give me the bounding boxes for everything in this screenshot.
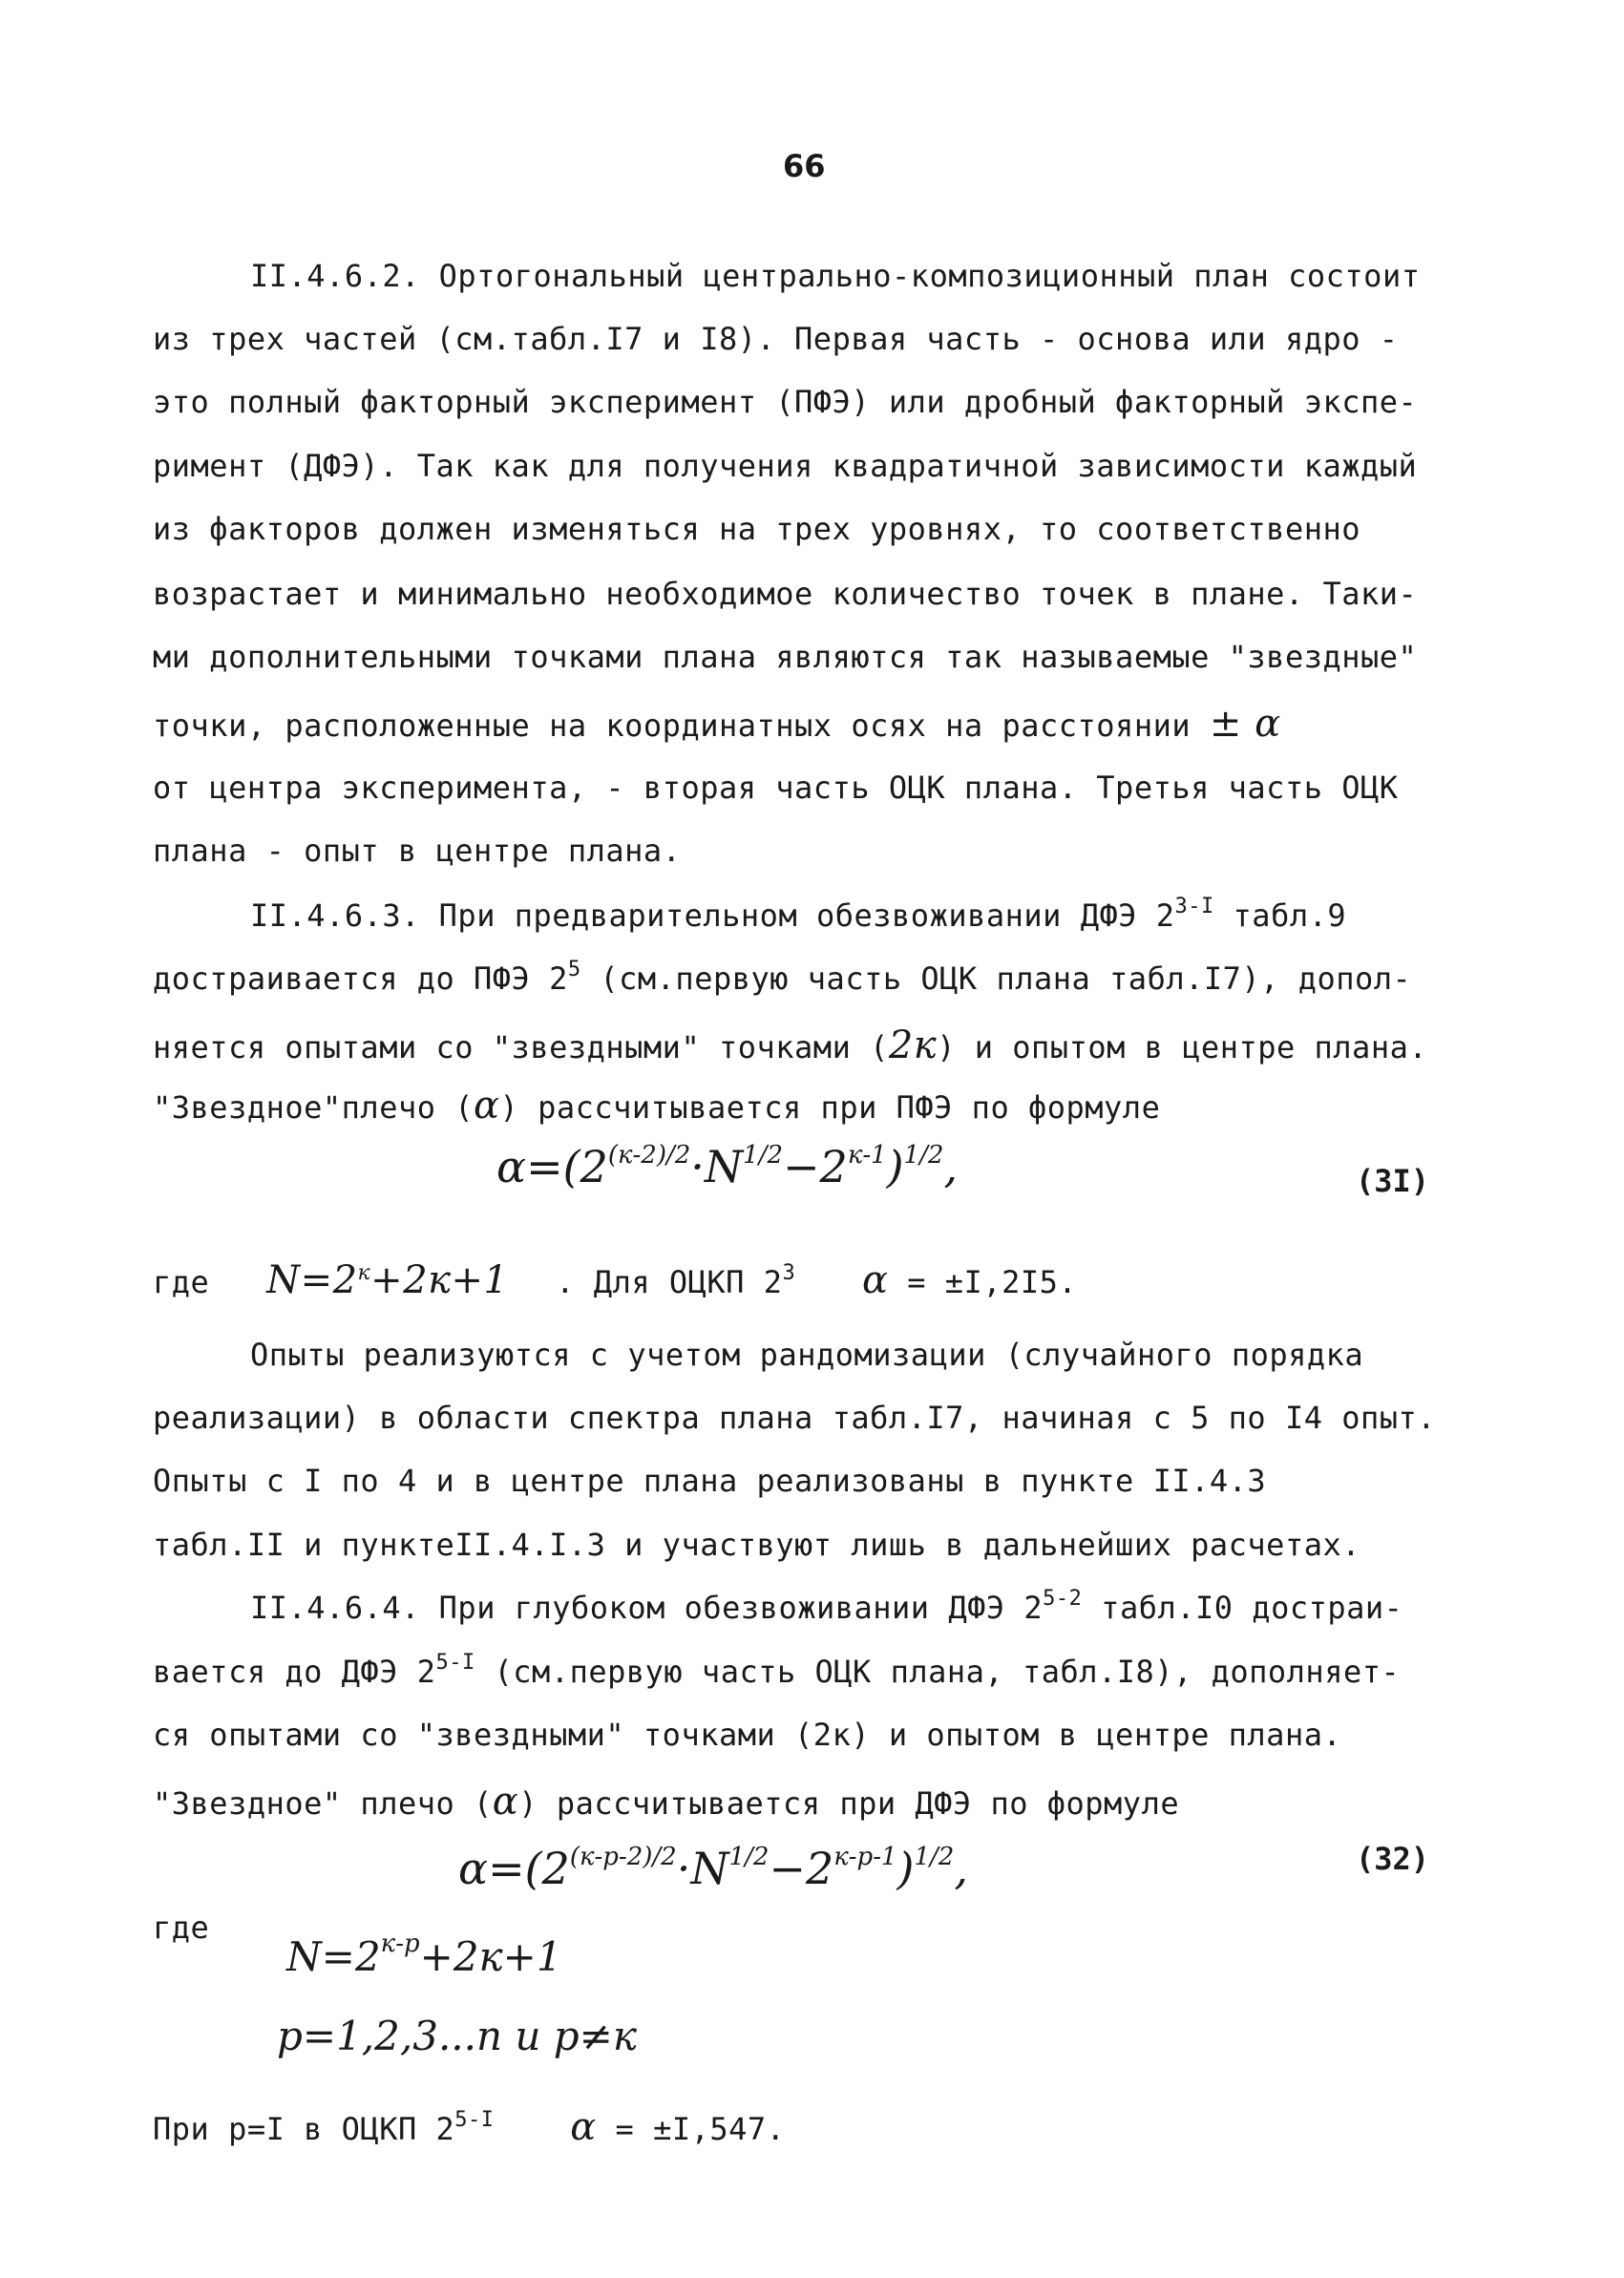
p4-line-2-tail: (см.первую часть ОЦК плана, табл.I8), дополняет-: [475, 1654, 1401, 1690]
occp-text: . Для ОЦКП 2: [556, 1264, 783, 1300]
p1-line-2: из трех частей (см.табл.I7 и I8). Первая часть - основа или ядро -: [153, 321, 1399, 357]
eq31-part-e: ,: [943, 1141, 959, 1192]
eq32-part-c: −2: [769, 1843, 834, 1894]
p2-line-3-text: няется опытами со "звездными" точками (: [153, 1029, 889, 1065]
eq32-sup-1: (к-р-2)/2: [569, 1843, 677, 1871]
p2-line-1-tail: табл.9: [1213, 897, 1347, 934]
eq31-part-a: α=(2: [496, 1141, 608, 1192]
p4-line-2: [153, 1651, 1401, 1690]
where-label: где: [153, 1264, 210, 1300]
eq31-part-b: ·N: [690, 1141, 744, 1192]
p3-line-2: реализации) в области спектра плана табл.I7, начиная с 5 по I4 опыт.: [153, 1400, 1437, 1436]
p4-line-1-sup: 5-2: [1043, 1587, 1083, 1611]
p2-line-2-sup: 5: [567, 958, 581, 981]
p4-line-2-sup: 5-I: [435, 1651, 475, 1675]
n-formula-2: [286, 1930, 562, 1980]
eq32-sup-4: 1/2: [914, 1843, 955, 1871]
eq32-sup-2: 1/2: [728, 1843, 770, 1871]
eq31-sup-3: к-1: [847, 1141, 887, 1170]
alpha-value: = ±I,547.: [615, 2111, 786, 2147]
equation-32-number: (32): [1356, 1841, 1430, 1877]
p2-line-2-text: достраивается до ПФЭ 2: [153, 960, 568, 997]
p2-line-4-tail: ) рассчитывается при ПФЭ по формуле: [499, 1089, 1161, 1126]
p2-line-4-text: "Звездное"плечо (: [153, 1089, 475, 1126]
p1-line-10: плана - опыт в центре плана.: [153, 833, 682, 869]
p2-line-2-tail: (см.первую часть ОЦК плана табл.I7), допол-: [580, 960, 1412, 997]
p2-line-1: [250, 897, 1346, 934]
p4-line-4-tail: ) рассчитывается при ДФЭ по формуле: [518, 1785, 1180, 1822]
eq32-part-a: α=(2: [458, 1843, 570, 1894]
p1-line-4: римент (ДФЭ). Так как для получения квадратичной зависимости каждый: [153, 448, 1418, 484]
eq32-part-b: ·N: [676, 1843, 729, 1894]
equation-31: [496, 1141, 958, 1192]
alpha-symbol: α: [570, 2105, 597, 2149]
p1-line-1: II.4.6.2. Ортогональный центрально-композиционный план состоит: [250, 258, 1421, 294]
p4-line-1: [250, 1587, 1403, 1626]
p-condition: р=1,2,3...п и р≠к: [277, 2013, 637, 2059]
p3-line-4: табл.II и пунктеII.4.I.3 и участвуют лишь в дальнейших расчетах.: [153, 1527, 1360, 1563]
eq31-sup-1: (к-2)/2: [607, 1141, 691, 1170]
p3-line-3: Опыты с I по 4 и в центре плана реализованы в пункте II.4.3: [153, 1463, 1267, 1499]
p4-line-3: ся опытами со "звездными" точками (2к) и опытом в центре плана.: [153, 1717, 1342, 1753]
alpha-symbol: α: [492, 1780, 519, 1824]
where-label-2: где: [153, 1909, 210, 1946]
p4-line-1-text: II.4.6.4. При глубоком обезвоживании ДФЭ 2: [250, 1590, 1044, 1626]
p1-line-5: из факторов должен изменяться на трех уровнях, то соответственно: [153, 511, 1360, 547]
n-formula: [266, 1258, 508, 1302]
last-line-text: При р=I в ОЦКП 2: [153, 2111, 455, 2147]
p2-line-3: [153, 1023, 1427, 1067]
p4-line-1-tail: табл.I0 достраи-: [1082, 1590, 1403, 1626]
p2-line-1-text: II.4.6.3. При предварительном обезвоживании ДФЭ 2: [250, 897, 1175, 934]
p2-line-2: [153, 960, 1411, 997]
eq32-sup-3: к-р-1: [833, 1843, 897, 1871]
equation-31-number: (3I): [1356, 1163, 1430, 1199]
page-number: 66: [783, 148, 826, 184]
p1-line-9: от центра эксперимента, - вторая часть ОЦК плана. Третья часть ОЦК: [153, 770, 1399, 806]
equation-32: [458, 1843, 968, 1894]
n-formula-2-b: +2к+1: [419, 1933, 562, 1980]
where-line-1: [153, 1258, 1077, 1302]
p2-line-3-tail: ) и опытом в центре плана.: [937, 1029, 1428, 1065]
two-k-symbol: 2к: [888, 1023, 938, 1067]
last-line: [153, 2105, 785, 2149]
n-formula-2-sup: к-р: [380, 1930, 420, 1958]
p2-line-4: [153, 1084, 1160, 1128]
p3-line-1: Опыты реализуются с учетом рандомизации (случайного порядка: [250, 1337, 1364, 1373]
p1-line-7: ми дополнительными точками плана являются так называемые "звездные": [153, 639, 1418, 675]
occp-sup: 3: [782, 1261, 796, 1285]
p1-line-8: [153, 702, 1281, 746]
eq31-part-d: ): [886, 1141, 904, 1192]
n-formula-a: N=2: [266, 1258, 358, 1302]
last-line-sup: 5-I: [454, 2108, 495, 2132]
p1-line-8-text: точки, расположенные на координатных осях на расстоянии: [153, 707, 1192, 744]
plus-minus-alpha: ± α: [1209, 702, 1281, 746]
p2-line-1-sup: 3-I: [1174, 895, 1214, 918]
eq31-sup-4: 1/2: [903, 1141, 944, 1170]
p1-line-3: это полный факторный эксперимент (ПФЭ) или дробный факторный экспе-: [153, 384, 1418, 420]
alpha-value: = ±I,2I5.: [907, 1264, 1078, 1300]
p4-line-4: [153, 1780, 1179, 1824]
p4-line-4-text: "Звездное" плечо (: [153, 1785, 493, 1822]
n-formula-sup: к: [357, 1261, 371, 1285]
n-formula-b: +2к+1: [370, 1258, 509, 1302]
p4-line-2-text: вается до ДФЭ 2: [153, 1654, 436, 1690]
eq31-part-c: −2: [783, 1141, 848, 1192]
eq32-part-d: ): [896, 1843, 915, 1894]
n-formula-2-a: N=2: [286, 1933, 381, 1980]
alpha-symbol: α: [474, 1084, 500, 1128]
alpha-symbol: α: [861, 1258, 889, 1302]
eq32-part-e: ,: [954, 1843, 968, 1894]
p1-line-6: возрастает и минимально необходимое количество точек в плане. Таки-: [153, 576, 1418, 612]
eq31-sup-2: 1/2: [743, 1141, 783, 1170]
